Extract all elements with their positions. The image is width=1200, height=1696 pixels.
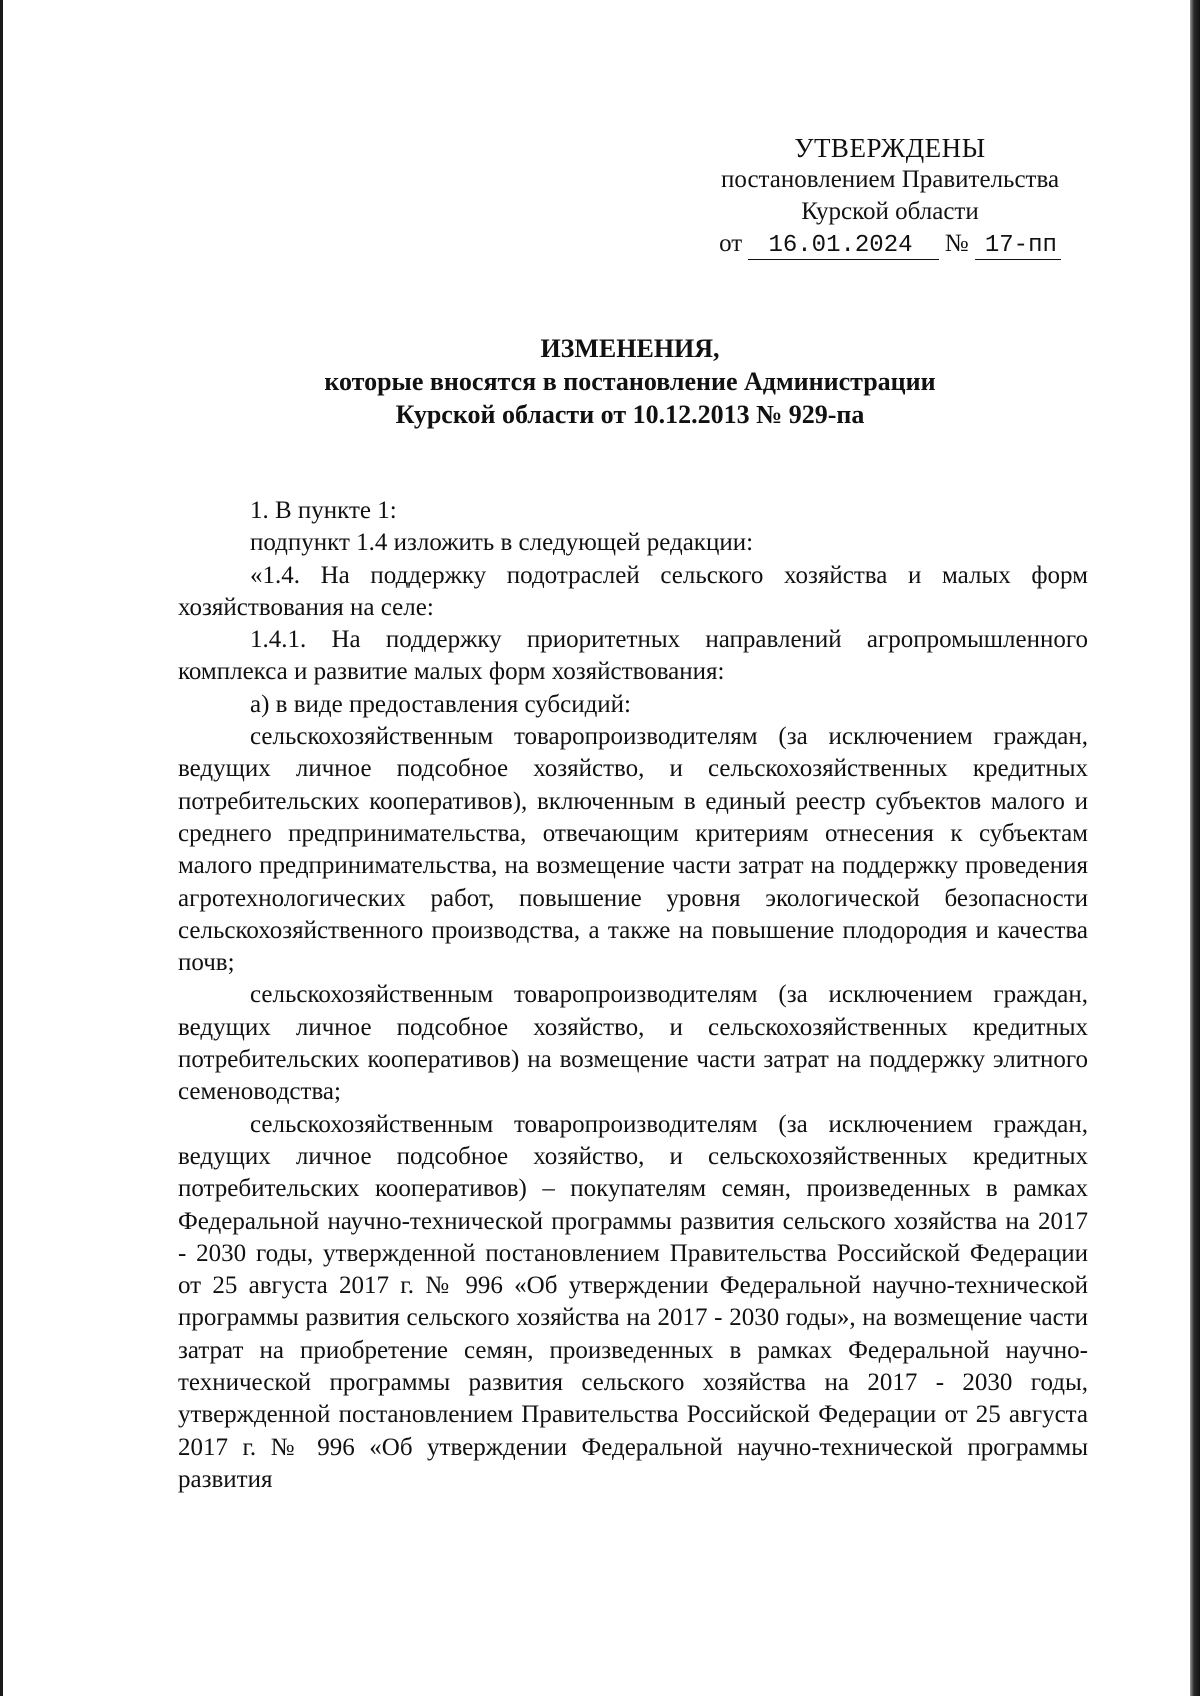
- approval-number: 17-пп: [975, 233, 1061, 260]
- paragraph: сельскохозяйственным товаропроизводителям (за исключением граждан, ведущих личное подсобное хозяйство, и сельскохозяйственных кредитных потребительских кооперативов), включенным в единый реестр субъектов малого и среднего предпринимательства, отвечающим критериям отнесения к субъектам малого предпринимательства, на возмещение части затрат на поддержку проведения агротехнологических работ, повышение уровня экологической безопасности сельскохозяйственного производства, а также на повышение плодородия и качества почв;: [178, 723, 1088, 977]
- approval-reference-line: [690, 228, 1090, 260]
- date-prefix: от: [719, 230, 743, 257]
- scan-edge-right: [1190, 0, 1200, 1696]
- approval-date: 16.01.2024: [748, 233, 938, 260]
- paragraph: сельскохозяйственным товаропроизводителям (за исключением граждан, ведущих личное подсобное хозяйство, и сельскохозяйственных кредитных потребительских кооперативов) – покупателям семян, произведенных в рамках Федеральной научно-технической программы развития сельского хозяйства на 2017 - 2030 годы, утвержденной постановлением Правительства Российской Федерации от 25 августа 2017 г. № 996 «Об утверждении Федеральной научно-технической программы развития сельского хозяйства на 2017 - 2030 годы», на возмещение части затрат на приобретение семян, произведенных в рамках Федеральной научно-технической программы развития сельского хозяйства на 2017 - 2030 годы, утвержденной постановлением Правительства Российской Федерации от 25 августа 2017 г. № 996 «Об утверждении Федеральной научно-технической программы развития: [178, 1110, 1088, 1493]
- heading-subtitle-line-1: которые вносятся в постановление Администрации: [324, 367, 936, 396]
- paragraph: сельскохозяйственным товаропроизводителям (за исключением граждан, ведущих личное подсобное хозяйство, и сельскохозяйственных кредитных потребительских кооперативов) на возмещение части затрат на поддержку элитного семеноводства;: [178, 981, 1088, 1106]
- approval-stamp-block: [690, 132, 1090, 260]
- paragraph: подпункт 1.4 изложить в следующей редакции:: [250, 529, 754, 557]
- paragraph: 1.4.1. На поддержку приоритетных направлений агропромышленного комплекса и развитие малых форм хозяйствования:: [178, 626, 1088, 686]
- paragraph: 1. В пункте 1:: [250, 497, 397, 524]
- heading-subtitle-line-2: Курской области от 10.12.2013 № 929-па: [395, 400, 865, 429]
- scan-edge-left: [0, 0, 3, 1696]
- approval-authority-line: постановлением Правительства: [720, 166, 1060, 193]
- approved-label: УТВЕРЖДЕНЫ: [794, 133, 986, 163]
- approval-region-line: Курской области: [801, 198, 979, 225]
- paragraph: а) в виде предоставления субсидий:: [250, 690, 631, 718]
- document-heading: [180, 332, 1080, 431]
- document-body: [178, 495, 1088, 1496]
- number-prefix: №: [944, 230, 969, 257]
- paragraph: «1.4. На поддержку подотраслей сельского хозяйства и малых форм хозяйствования на селе:: [178, 561, 1088, 621]
- heading-title: ИЗМЕНЕНИЯ,: [540, 334, 720, 363]
